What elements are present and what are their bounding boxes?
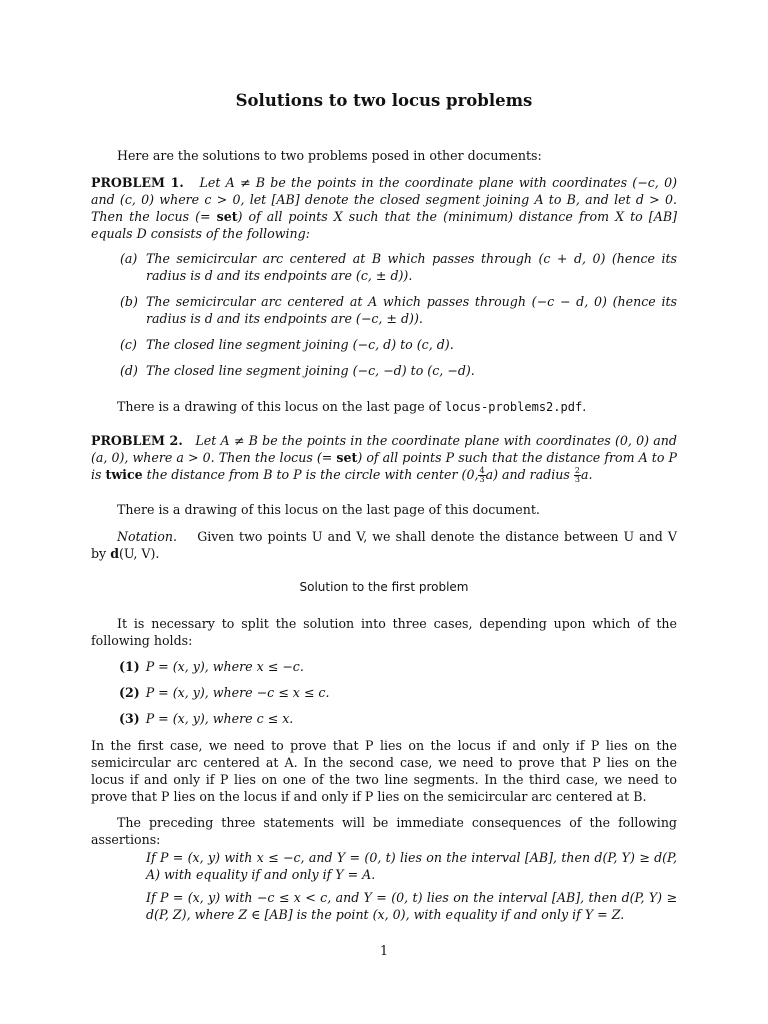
list-item-text: The closed line segment joining (−c, −d) to (c, −d).	[146, 363, 475, 378]
circle-center-close: a)	[485, 467, 498, 482]
circle-center-open: (0,	[461, 467, 479, 482]
list-item	[120, 250, 677, 284]
fraction-denominator: 3	[574, 475, 580, 484]
drawing-note-end: .	[582, 399, 587, 414]
problem1-statement	[91, 174, 677, 242]
list-item-text: The semicircular arc centered at B which passes through (c + d, 0) (hence its radius is d and its endpoints are (c, ± d)).	[146, 251, 677, 283]
case-label: (1)	[119, 659, 140, 674]
list-item-label: (d)	[120, 363, 138, 378]
intro-paragraph: Here are the solutions to two problems posed in other documents:	[117, 148, 542, 163]
problem2-set-word: set	[336, 450, 358, 465]
problem2-text-c: the distance from B to P is the circle with center	[146, 467, 458, 482]
case-item	[119, 710, 293, 727]
list-item-label: (a)	[120, 251, 138, 266]
case-text: P = (x, y), where c ≤ x.	[145, 711, 294, 726]
problem2-statement	[91, 432, 677, 484]
case-text: P = (x, y), where x ≤ −c.	[145, 659, 304, 674]
assertion-1: If P = (x, y) with x ≤ −c, and Y = (0, t) lies on the interval [AB], then d(P, Y) ≥ d(P, A) with equality if and only if Y = A.	[146, 850, 677, 882]
split-paragraph: It is necessary to split the solution into three cases, depending upon which of the following holds:	[91, 616, 677, 648]
preceding-paragraph: The preceding three statements will be immediate consequences of the following assertions:	[91, 815, 677, 847]
notation-text: Given two points U and V, we shall denote the distance between U and V by	[91, 529, 677, 561]
fraction-two-thirds	[574, 467, 581, 484]
distance-args: (U, V).	[119, 546, 160, 561]
drawing-file-name: locus-problems2.pdf	[444, 400, 583, 414]
notation-label: Notation.	[117, 529, 177, 544]
problem1-drawing-note	[91, 398, 677, 416]
problem2-text-a: Let A ≠ B be the points in the coordinate plane with coordinates (0, 0) and (a, 0), where a > 0. Then the locus (=	[91, 433, 677, 465]
list-item-text: The semicircular arc centered at A which passes through (−c − d, 0) (hence its radius is d and its endpoints are (−c, ± d)).	[146, 294, 677, 326]
list-item-label: (c)	[120, 337, 137, 352]
case-label: (2)	[119, 685, 140, 700]
problem1-heading: PROBLEM 1.	[91, 175, 184, 190]
page-title: Solutions to two locus problems	[235, 91, 533, 110]
problem2-drawing-note: There is a drawing of this locus on the last page of this document.	[117, 502, 540, 517]
fraction-four-thirds	[478, 467, 485, 484]
drawing-note-text: There is a drawing of this locus on the last page of	[117, 399, 441, 414]
problem2-twice-word: twice	[105, 467, 143, 482]
radius-text: and radius	[502, 467, 570, 482]
problem2-text-b: ) of all points P such that the distance from A to P is	[91, 450, 677, 482]
list-item-label: (b)	[120, 294, 138, 309]
problem1-text-b: ) of all points X such that the (minimum) distance from X to [AB] equals D consists of the following:	[91, 209, 677, 241]
page-number: 1	[379, 943, 388, 958]
section-title: Solution to the first problem	[299, 580, 469, 594]
assertion-2: If P = (x, y) with −c ≤ x < c, and Y = (0, t) lies on the interval [AB], then d(P, Y) ≥ d(P, Z), where Z ∈ [AB] is the point (x, 0), with equality if and only if Y = Z.	[146, 890, 677, 922]
list-item	[120, 336, 677, 353]
list-item	[120, 362, 677, 379]
notation-paragraph	[91, 528, 677, 562]
distance-symbol: d	[110, 546, 120, 561]
problem1-set-word: set	[216, 209, 238, 224]
case-item	[119, 684, 329, 701]
case-text: P = (x, y), where −c ≤ x ≤ c.	[145, 685, 330, 700]
problem1-text-a: Let A ≠ B be the points in the coordinate plane with coordinates (−c, 0) and (c, 0) where c > 0, let [AB] denote the closed segment joining A to B, and let d > 0. Then the locus (=	[91, 175, 677, 224]
cases-paragraph: In the first case, we need to prove that P lies on the locus if and only if P lies on the semicircular arc centered at A. In the second case, we need to prove that P lies on the locus if and only if P lies on one of the two line segments. In the third case, we need to prove that P lies on the locus if and only if P lies on the semicircular arc centered at B.	[91, 738, 677, 804]
problem2-heading: PROBLEM 2.	[91, 433, 183, 448]
list-item	[120, 293, 677, 327]
list-item-text: The closed line segment joining (−c, d) to (c, d).	[146, 337, 454, 352]
case-label: (3)	[119, 711, 140, 726]
radius-end: a.	[581, 467, 593, 482]
fraction-numerator: 4	[479, 466, 485, 475]
fraction-numerator: 2	[574, 466, 580, 475]
case-item	[119, 658, 304, 675]
fraction-denominator: 3	[479, 475, 485, 484]
